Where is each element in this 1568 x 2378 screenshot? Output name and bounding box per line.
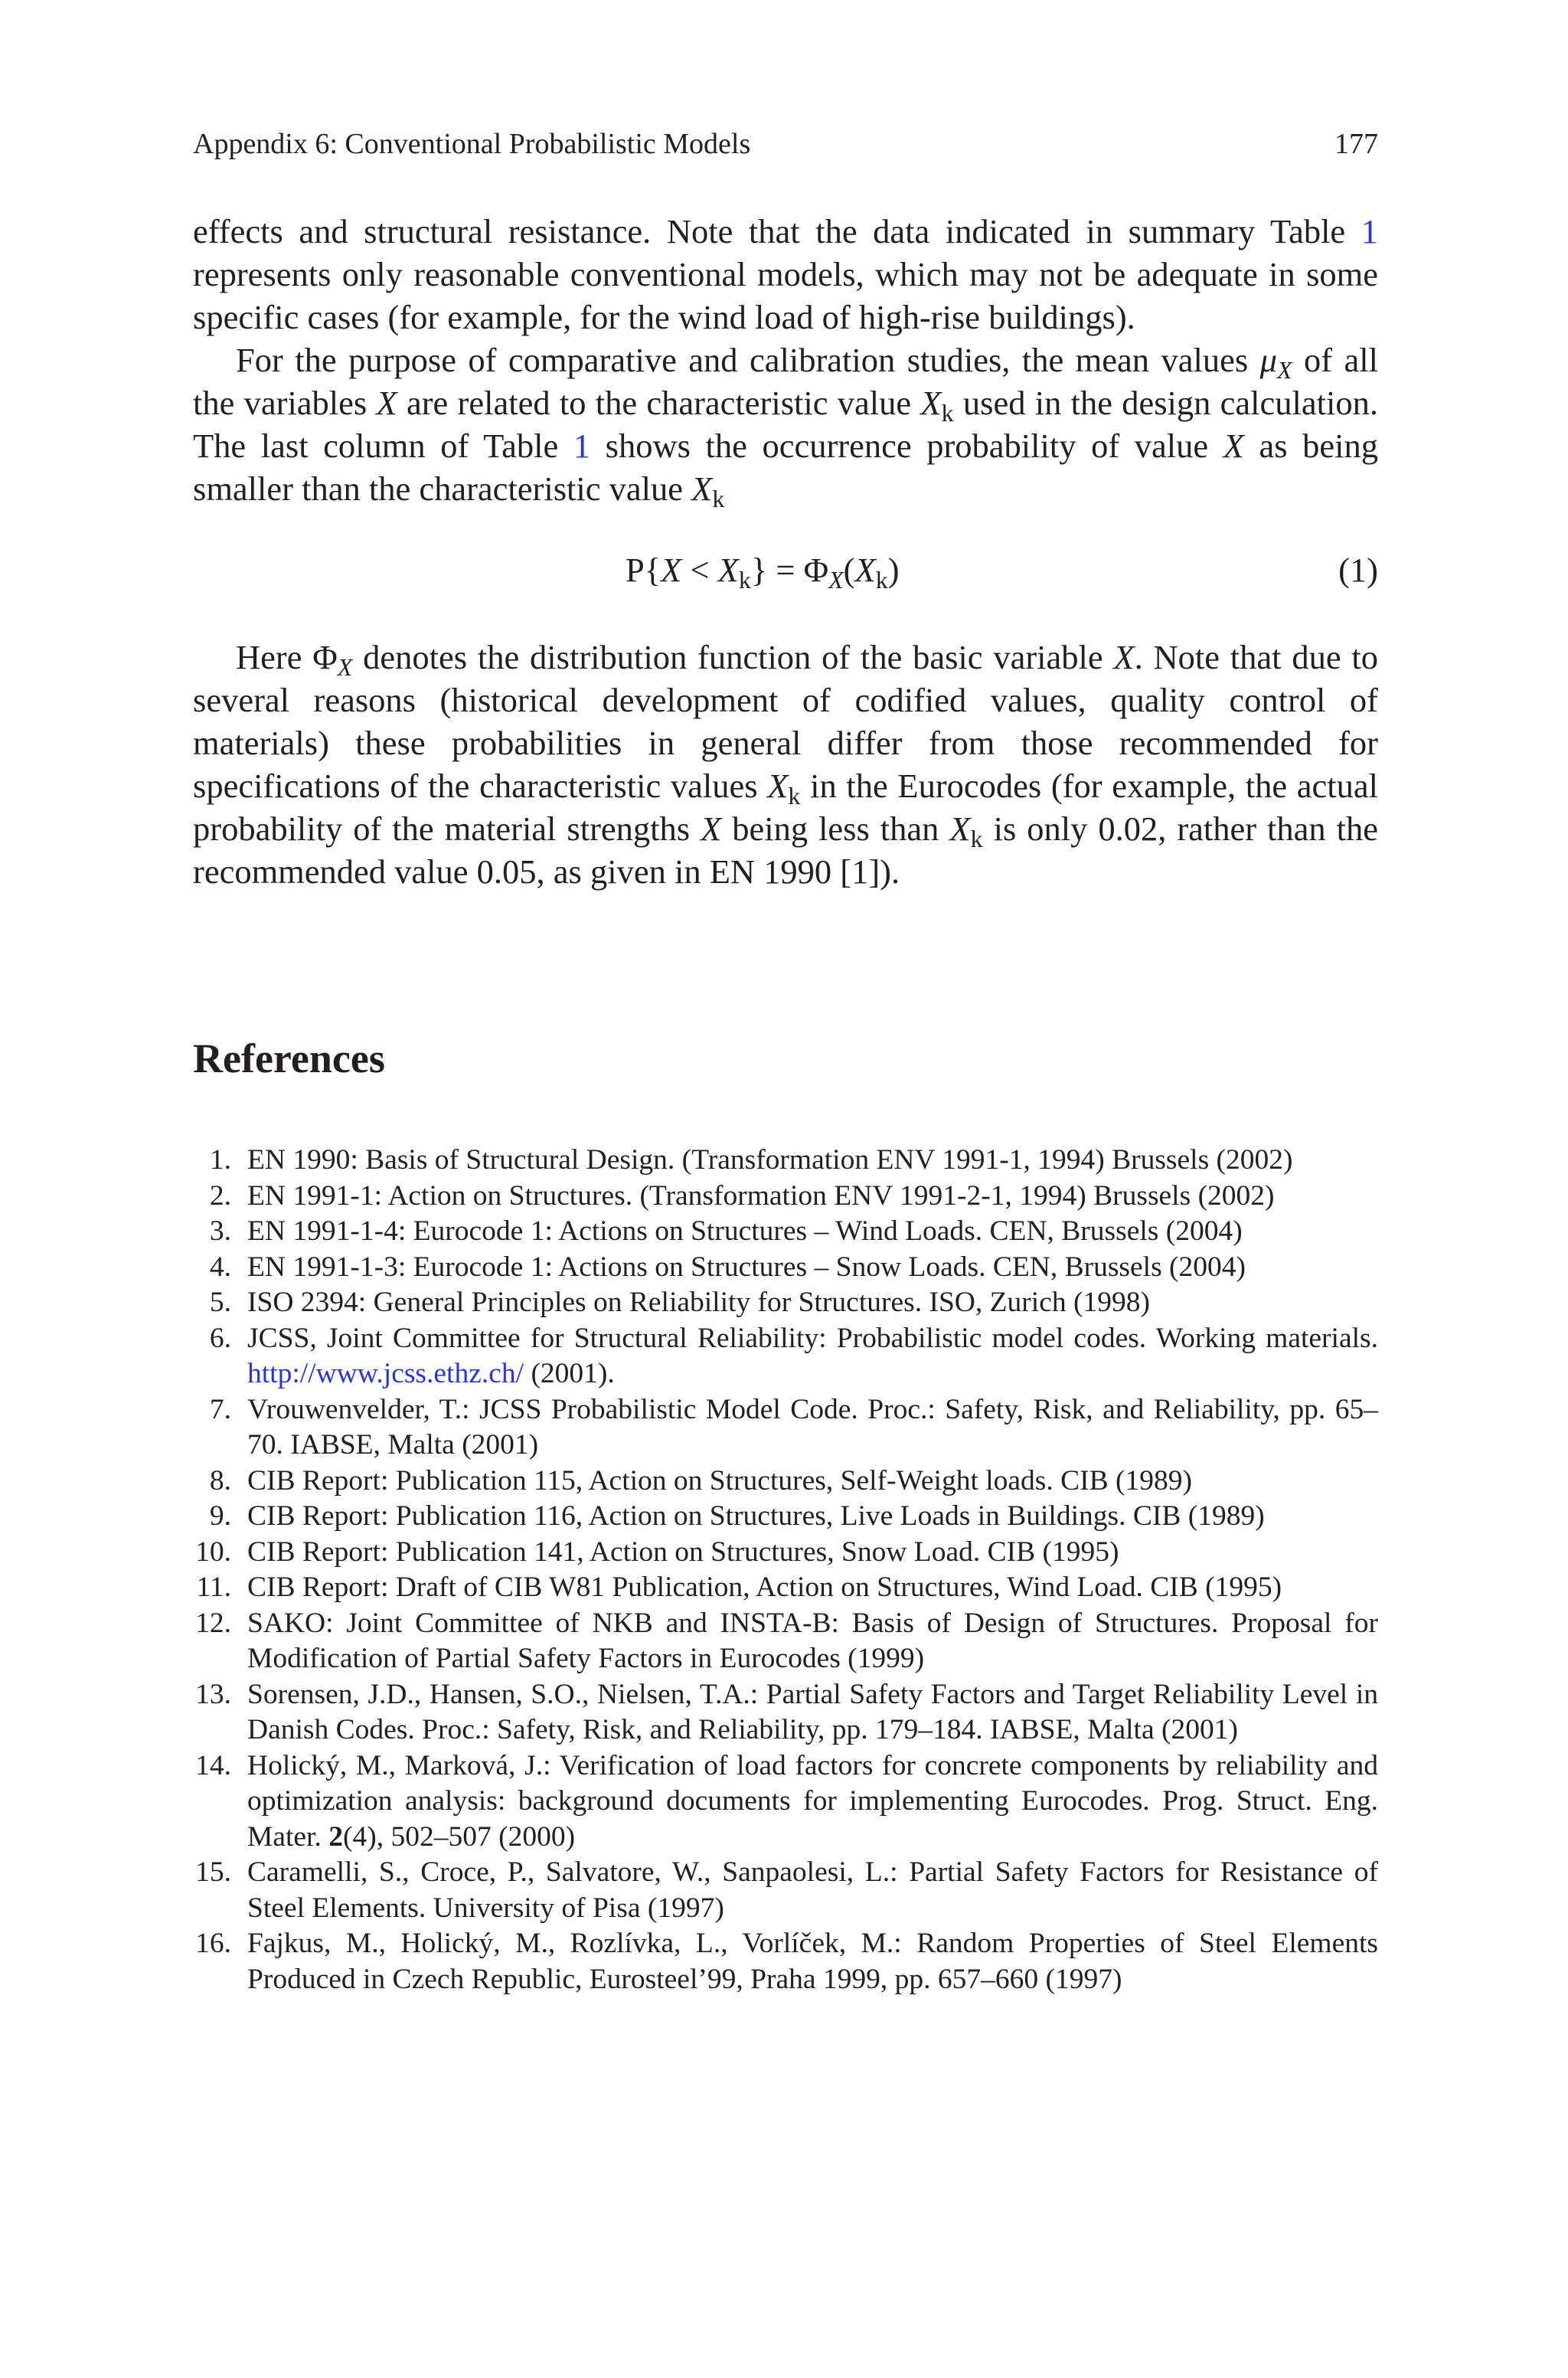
page-number: 177	[1334, 128, 1378, 160]
reference-item: 3. EN 1991-1-4: Eurocode 1: Actions on Structures – Wind Loads. CEN, Brussels (2004)	[209, 1215, 1243, 1247]
reference-item: 12. SAKO: Joint Committee of NKB and INSTA-B: Basis of Design of Structures. Proposal for Modification of Partial Safety Factors in Eurocodes (1999)	[195, 1607, 1378, 1674]
reference-item: 9. CIB Report: Publication 116, Action on Structures, Live Loads in Buildings. CIB (1989)	[209, 1500, 1265, 1532]
reference-item: 15. Caramelli, S., Croce, P., Salvatore, W., Sanpaolesi, L.: Partial Safety Factors for Resistance of Steel Elements. University of Pisa (1997)	[195, 1856, 1378, 1924]
reference-item: 8. CIB Report: Publication 115, Action on Structures, Self-Weight loads. CIB (1989)	[209, 1464, 1193, 1496]
reference-item: 4. EN 1991-1-3: Eurocode 1: Actions on Structures – Snow Loads. CEN, Brussels (2004)	[209, 1251, 1246, 1283]
reference-item: 10. CIB Report: Publication 141, Action on Structures, Snow Load. CIB (1995)	[195, 1536, 1119, 1568]
paragraph-3: Here $\Phi_X$ denotes the distribution function of the basic variable X. Note that due to several reasons (historical development of codified values, quality control of materials) these probabilities in general differ from those recommended for specifications of the characteristic values $X_k$ in the Eurocodes (for example, the actual probability of the material strengths X being less than $X_k$ is only 0.02, rather than the recommended value 0.05, as given in EN 1990 [1]).	[193, 638, 1379, 891]
paragraph-2: For the purpose of comparative and calibration studies, the mean values $\mu_X$ of all the variables X are related to the characteristic value $X_k$ used in the design calculation. The last column of Table 1 shows the occurrence probability of value X as being smaller than the characteristic value $X_k$	[193, 341, 1378, 512]
reference-item: 14. Holický, M., Marková, J.: Verification of load factors for concrete components by reliability and optimization analysis: background documents for implementing Eurocodes. Prog. Struct. Eng. Mater. 2(4), 502–507 (2000)	[195, 1749, 1378, 1853]
equation-expression: $P\{X < X_k\} = \Phi_X(X_k)$	[626, 551, 900, 594]
paragraph-1: effects and structural resistance. Note that the data indicated in summary Table 1 represents only reasonable conventional models, which may not be adequate in some specific cases (for example, for the wind load of high-rise buildings).	[193, 212, 1378, 336]
equation-1	[193, 548, 1378, 593]
reference-item: 2. EN 1991-1: Action on Structures. (Transformation ENV 1991-2-1, 1994) Brussels (2002)	[209, 1179, 1275, 1212]
body-text	[193, 210, 1378, 893]
references-heading: References	[193, 1035, 385, 1081]
table-link[interactable]: 1	[573, 427, 591, 465]
equation-number: (1)	[1338, 551, 1378, 589]
running-title: Appendix 6: Conventional Probabilistic Models	[193, 128, 751, 160]
reference-item: 11. CIB Report: Draft of CIB W81 Publication, Action on Structures, Wind Load. CIB (1995)	[196, 1572, 1282, 1603]
reference-item: 16. Fajkus, M., Holický, M., Rozlívka, L., Vorlíček, M.: Random Properties of Steel Elements Produced in Czech Republic, Eurosteel’99, Praha 1999, pp. 657–660 (1997)	[195, 1928, 1378, 1995]
reference-list	[193, 1143, 1378, 1997]
reference-item: 1. EN 1990: Basis of Structural Design. (Transformation ENV 1991-1, 1994) Brussels (2002)	[209, 1144, 1293, 1176]
jcss-link[interactable]: http://www.jcss.ethz.ch/	[247, 1358, 524, 1389]
reference-item: 6. JCSS, Joint Committee for Structural Reliability: Probabilistic model codes. Working materials. http://www.jcss.ethz.ch/ (2001).	[209, 1322, 1378, 1389]
reference-item: 5. ISO 2394: General Principles on Reliability for Structures. ISO, Zurich (1998)	[209, 1287, 1150, 1318]
reference-item: 13. Sorensen, J.D., Hansen, S.O., Nielsen, T.A.: Partial Safety Factors and Target Reliability Level in Danish Codes. Proc.: Safety, Risk, and Reliability, pp. 179–184. IABSE, Malta (2001)	[195, 1678, 1378, 1745]
reference-item: 7. Vrouwenvelder, T.: JCSS Probabilistic Model Code. Proc.: Safety, Risk, and Reliability, pp. 65–70. IABSE, Malta (2001)	[209, 1393, 1378, 1460]
table-link[interactable]: 1	[1361, 212, 1378, 250]
